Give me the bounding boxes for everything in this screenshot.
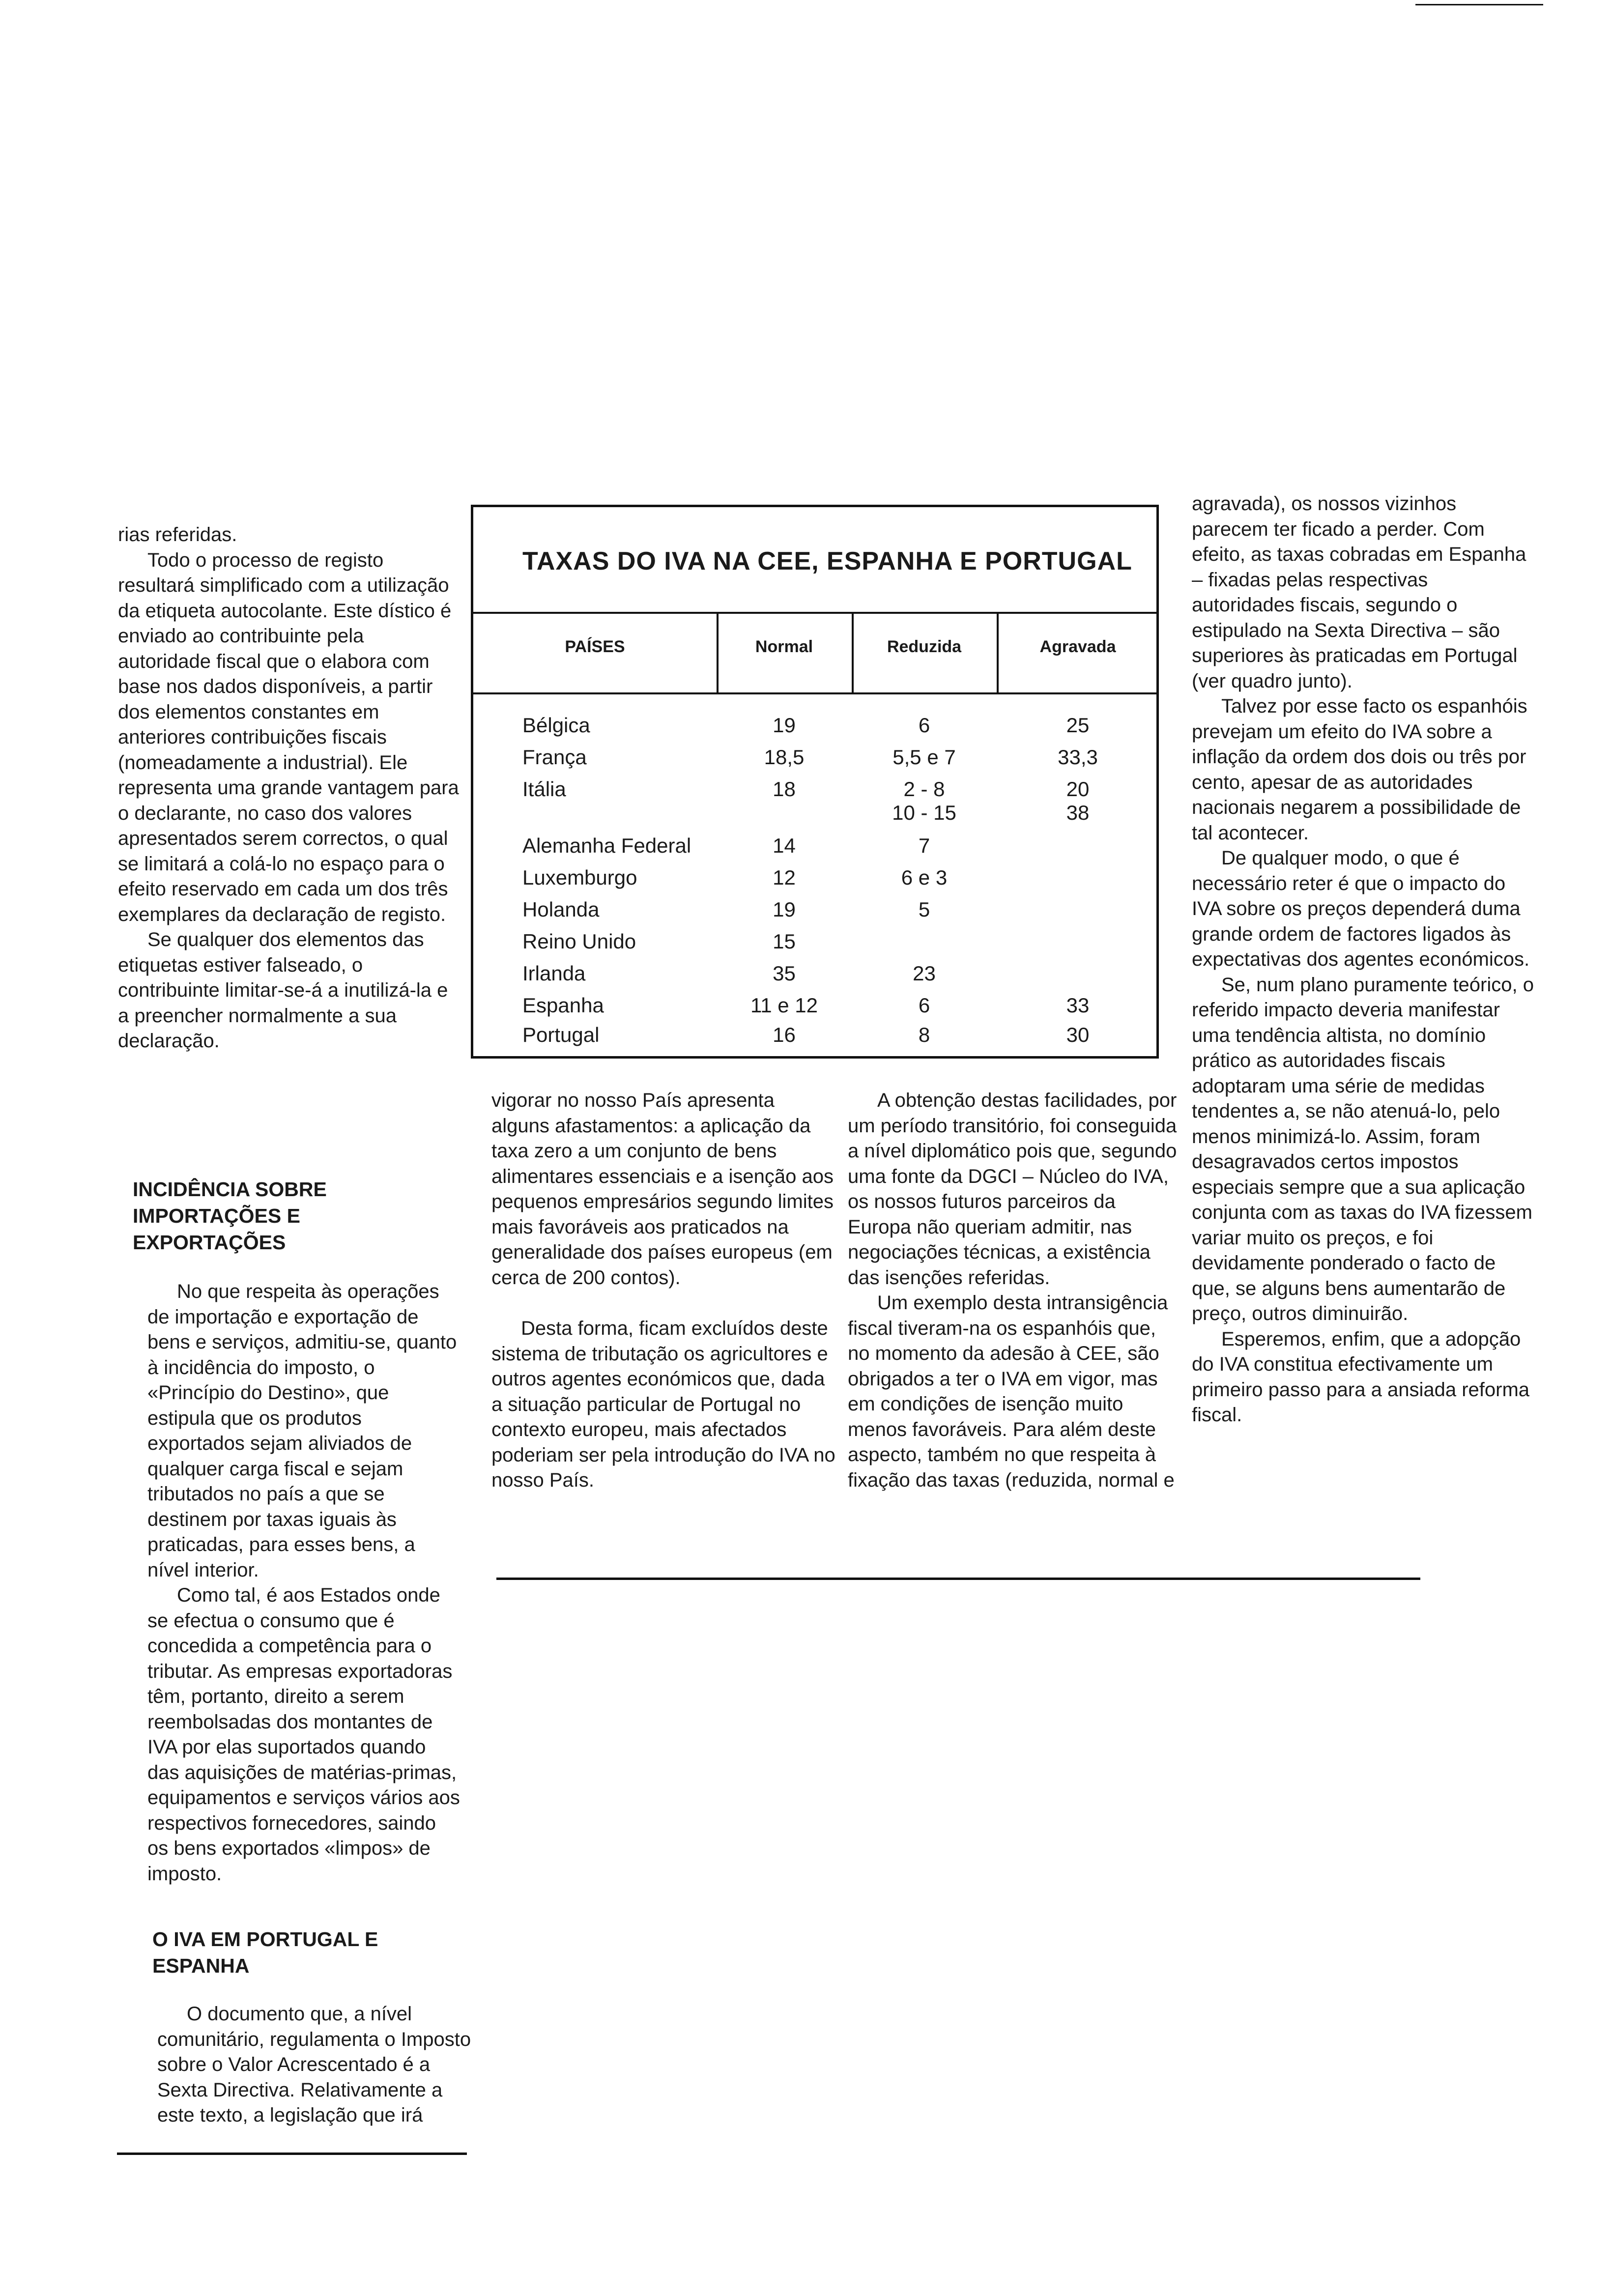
table-cell-country: Bélgica [522,714,590,737]
table-cell-reduzida: 6 e 3 [901,866,948,889]
table-cell-normal: 16 [773,1023,796,1046]
table-cell-country: Irlanda [522,962,586,985]
table-cell-country: França [522,746,587,769]
bottom-rule [496,1578,1420,1580]
table-cell-reduzida: 8 [918,1023,930,1046]
paragraph: Talvez por esse facto os espanhóis prevejam um efeito do IVA sobre a inflação da ordem dos dois ou três por cento, apesar de as autoridades nacionais negarem a possibilidade de tal acontecer. [1192,695,1527,844]
paragraph: agravada), os nossos vizinhos parecem ter ficado a perder. Com efeito, as taxas cobradas em Espanha – fixadas pelas respectivas autoridades fiscais, segundo o estipulado na Sexta Directiva – são superiores às praticadas em Portugal (ver quadro junto). [1192,493,1526,692]
section-body [157,2002,472,2128]
bottom-rule [117,2152,467,2155]
top-rule [1415,4,1543,5]
paragraph: A obtenção destas facilidades, por um período transitório, foi conseguida a nível diplomático pois que, segundo uma fonte da DGCI – Núcleo do IVA, os nossos futuros parceiros da Europa não queriam admitir, nas negociações técnicas, a existência das isenções referidas. [848,1090,1177,1289]
table-cell-normal: 18,5 [764,746,805,769]
section-body [147,1279,462,1887]
table-cell-normal: 15 [773,930,796,953]
column-header: Agravada [1039,637,1116,656]
table-cell-normal: 19 [773,714,796,737]
paragraph: Como tal, é aos Estados onde se efectua o consumo que é concedida a competência para o tributar. As empresas exportadoras têm, portanto, direito a serem reembolsadas dos montantes de IVA por elas suportados quando das aquisições de matérias-primas, equipamentos e serviços vários aos respectivos fornecedores, saindo os bens exportados «limpos» de imposto. [147,1584,460,1885]
table-cell-normal: 11 e 12 [750,994,818,1017]
paragraph: vigorar no nosso País apresenta alguns afastamentos: a aplicação da taxa zero a um conjunto de bens alimentares essenciais e a isenção aos pequenos empresários segundo limites mais favoráveis aos praticados na generalidade dos países europeus (em cerca de 200 contos). [491,1090,834,1289]
paragraph: Um exemplo desta intransigência fiscal tiveram-na os espanhóis que, no momento da adesão à CEE, são obrigados a ter o IVA em vigor, mas em condições de isenção muito menos favoráveis. Para além deste aspecto, também no que respeita à fixação das taxas (reduzida, normal e [848,1292,1175,1491]
section-heading: INCIDÊNCIA SOBRE IMPORTAÇÕES E EXPORTAÇÕES [133,1178,327,1254]
table-cell-normal: 35 [773,962,796,985]
divider [473,612,1156,614]
paragraph: De qualquer modo, o que é necessário reter é que o impacto do IVA sobre os preços dependerá duma grande ordem de factores ligados às expectativas dos agentes económicos. [1192,847,1530,970]
table-cell-agravada: 25 [1066,714,1090,737]
table-cell-agravada: 30 [1066,1023,1090,1046]
table-cell-agravada: 33,3 [1058,746,1098,769]
paragraph: O documento que, a nível comunitário, regulamenta o Imposto sobre o Valor Acrescentado é a Sexta Directiva. Relativamente a este texto, a legislação que irá [157,2003,471,2126]
table-cell-country: Alemanha Federal [522,834,691,857]
paragraph: Desta forma, ficam excluídos deste sistema de tributação os agricultores e outros agentes económicos que, dada a situação particular de Portugal no contexto europeu, mais afectados poderiam ser pela introdução do IVA no nosso País. [491,1318,835,1491]
column-1 [118,522,471,2126]
column-5 [1192,491,1536,1428]
paragraph: Todo o processo de registo resultará simplificado com a utilização da etiqueta autocolante. Este dístico é enviado ao contribuinte pela autoridade fiscal que o elabora com base nos dados disponíveis, a partir dos elementos constantes em anteriores contribuições fiscais (nomeadamente a industrial). Ele representa uma grande vantagem para o declarante, no caso dos valores apresentados serem correctos, o qual se limitará a colá-lo no espaço para o efeito reservado em cada um dos três exemplares da declaração de registo. [118,549,459,925]
column-4 [848,1088,1182,1493]
table-cell-normal: 12 [773,866,796,889]
table-cell-reduzida: 5,5 e 7 [892,746,956,769]
paragraph: Esperemos, enfim, que a adopção do IVA constitua efectivamente um primeiro passo para a ansiada reforma fiscal. [1192,1328,1530,1426]
paragraph: rias referidas. [118,524,237,545]
table-cell-country: Holanda [522,898,600,921]
table-title: TAXAS DO IVA NA CEE, ESPANHA E PORTUGAL [522,547,1132,575]
table-cell-agravada: 38 [1066,801,1090,824]
table-cell-normal: 19 [773,898,796,921]
table-cell-reduzida: 10 - 15 [892,801,956,824]
table-cell-reduzida: 2 - 8 [903,777,945,801]
table-cell-reduzida: 6 [918,714,930,737]
paragraph: Se, num plano puramente teórico, o referido impacto deveria manifestar uma tendência altista, no domínio prático as autoridades fiscais adoptaram uma série de medidas tendentes a, se não atenuá-lo, pelo menos minimizá-lo. Assim, foram desagravados certos impostos especiais sempre que a sua aplicação conjunta com as taxas do IVA fizessem variar muito os preços, e foi devidamente ponderado o facto de que, se alguns bens aumentarão de preço, outros diminuirão. [1192,974,1534,1324]
table-cell-reduzida: 7 [918,834,930,857]
table-cell-normal: 14 [773,834,796,857]
divider [473,692,1156,694]
table-cell-reduzida: 6 [918,994,930,1017]
table-cell-country: Reino Unido [522,930,636,953]
paragraph: Se qualquer dos elementos das etiquetas estiver falseado, o contribuinte limitar-se-á a inutilizá-la e a preencher normalmente a sua declaração. [118,929,448,1052]
table-cell-country: Itália [522,777,566,801]
table-cell-agravada: 20 [1066,777,1090,801]
table-cell-normal: 18 [773,777,796,801]
vat-rates-table [471,505,1159,1059]
paragraph: No que respeita às operações de importação e exportação de bens e serviços, admitiu-se, quanto à incidência do imposto, o «Princípio do Destino», que estipula que os produtos exportados sejam aliviados de qualquer carga fiscal e sejam tributados no país a que se destinem por taxas iguais às praticadas, para esses bens, a nível interior. [147,1281,457,1581]
table-cell-country: Luxemburgo [522,866,637,889]
table-cell-country: Espanha [522,994,604,1017]
section-heading: O IVA EM PORTUGAL E ESPANHA [152,1928,378,1977]
column-header: Reduzida [887,637,962,656]
table-cell-reduzida: 23 [913,962,936,985]
table-cell-agravada: 33 [1066,994,1090,1017]
column-header: PAÍSES [565,637,625,656]
table-cell-reduzida: 5 [918,898,930,921]
table-cell-country: Portugal [522,1023,600,1046]
column-header: Normal [755,637,813,656]
column-3 [491,1088,835,1493]
